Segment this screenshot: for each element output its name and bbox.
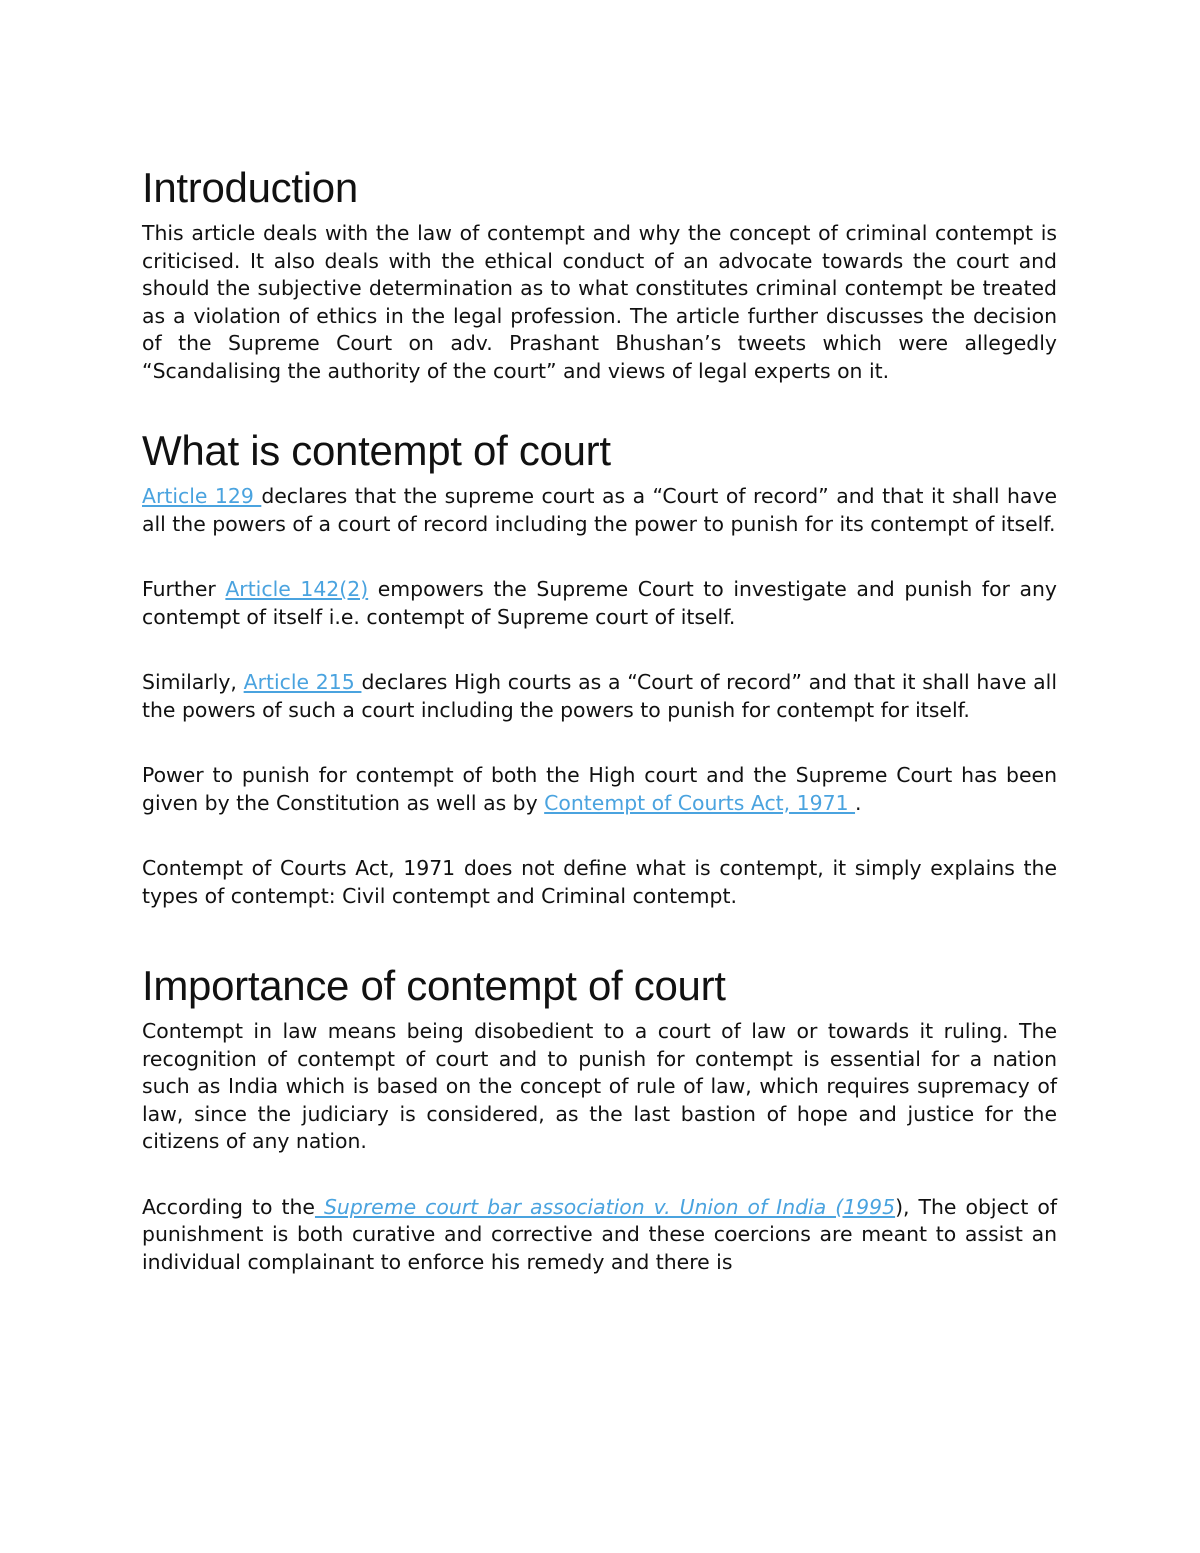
heading-introduction: Introduction [142,164,358,211]
contempt-types-paragraph: Contempt of Courts Act, 1971 does not define what is contempt, it simply explains the types of contempt: Civil contempt and Criminal contempt. [142,856,1057,908]
contempt-of-courts-act-link[interactable]: Contempt of Courts Act, 1971 [544,790,856,815]
article-215-paragraph [142,669,1057,724]
article-142-prefix: Further [142,577,226,601]
intro-paragraph: This article deals with the law of contempt and why the concept of criminal contempt is criticised. It also deals with the ethical conduct of an advocate towards the court and should the subjective determination as to what constitutes criminal contempt be treated as a violation of ethics in the legal profession. The article further discusses the decision of the Supreme Court on adv. Prashant Bhushan’s tweets which were allegedly “Scandalising the authority of the court” and views of legal experts on it. [142,221,1057,383]
article-142-text: empowers the Supreme Court to investigate and punish for any contempt of itself i.e. contempt of Supreme court of itself. [142,577,1057,629]
power-to-punish-text: Power to punish for contempt of both the High court and the Supreme Court has been given by the Constitution as well as by [142,763,1057,815]
power-to-punish-suffix: . [855,790,862,815]
article-142-paragraph [142,576,1057,631]
scba-prefix: According to the [142,1194,315,1219]
power-to-punish-paragraph [142,762,1057,817]
heading-importance: Importance of contempt of court [142,962,726,1009]
importance-paragraph: Contempt in law means being disobedient to a court of law or towards it ruling. The recognition of contempt of court and to punish for contempt is essential for a nation such as India which is based on the concept of rule of law, which requires supremacy of law, since the judiciary is considered, as the last bastion of hope and justice for the citizens of any nation. [142,1019,1057,1153]
scba-text: ), The object of punishment is both curative and corrective and these coercions are meant to assist an individual complainant to enforce his remedy and there is [142,1194,1058,1274]
article-215-link[interactable]: Article 215 [243,670,362,694]
article-129-text: declares that the supreme court as a “Court of record” and that it shall have all the powers of a court of record including the power to punish for its contempt of itself. [142,484,1058,536]
document-page [142,160,1057,1276]
article-142-link[interactable]: Article 142(2) [225,577,369,601]
scba-case-link[interactable]: Supreme court bar association v. Union of India (1995 [314,1194,896,1219]
article-129-link[interactable]: Article 129 [142,484,262,508]
scba-paragraph [142,1194,1057,1277]
article-215-text: declares High courts as a “Court of record” and that it shall have all the powers of such a court including the powers to punish for contempt for itself. [142,670,1057,722]
heading-what-is-contempt: What is contempt of court [142,427,611,474]
article-215-prefix: Similarly, [142,670,244,694]
article-129-paragraph [142,483,1057,538]
